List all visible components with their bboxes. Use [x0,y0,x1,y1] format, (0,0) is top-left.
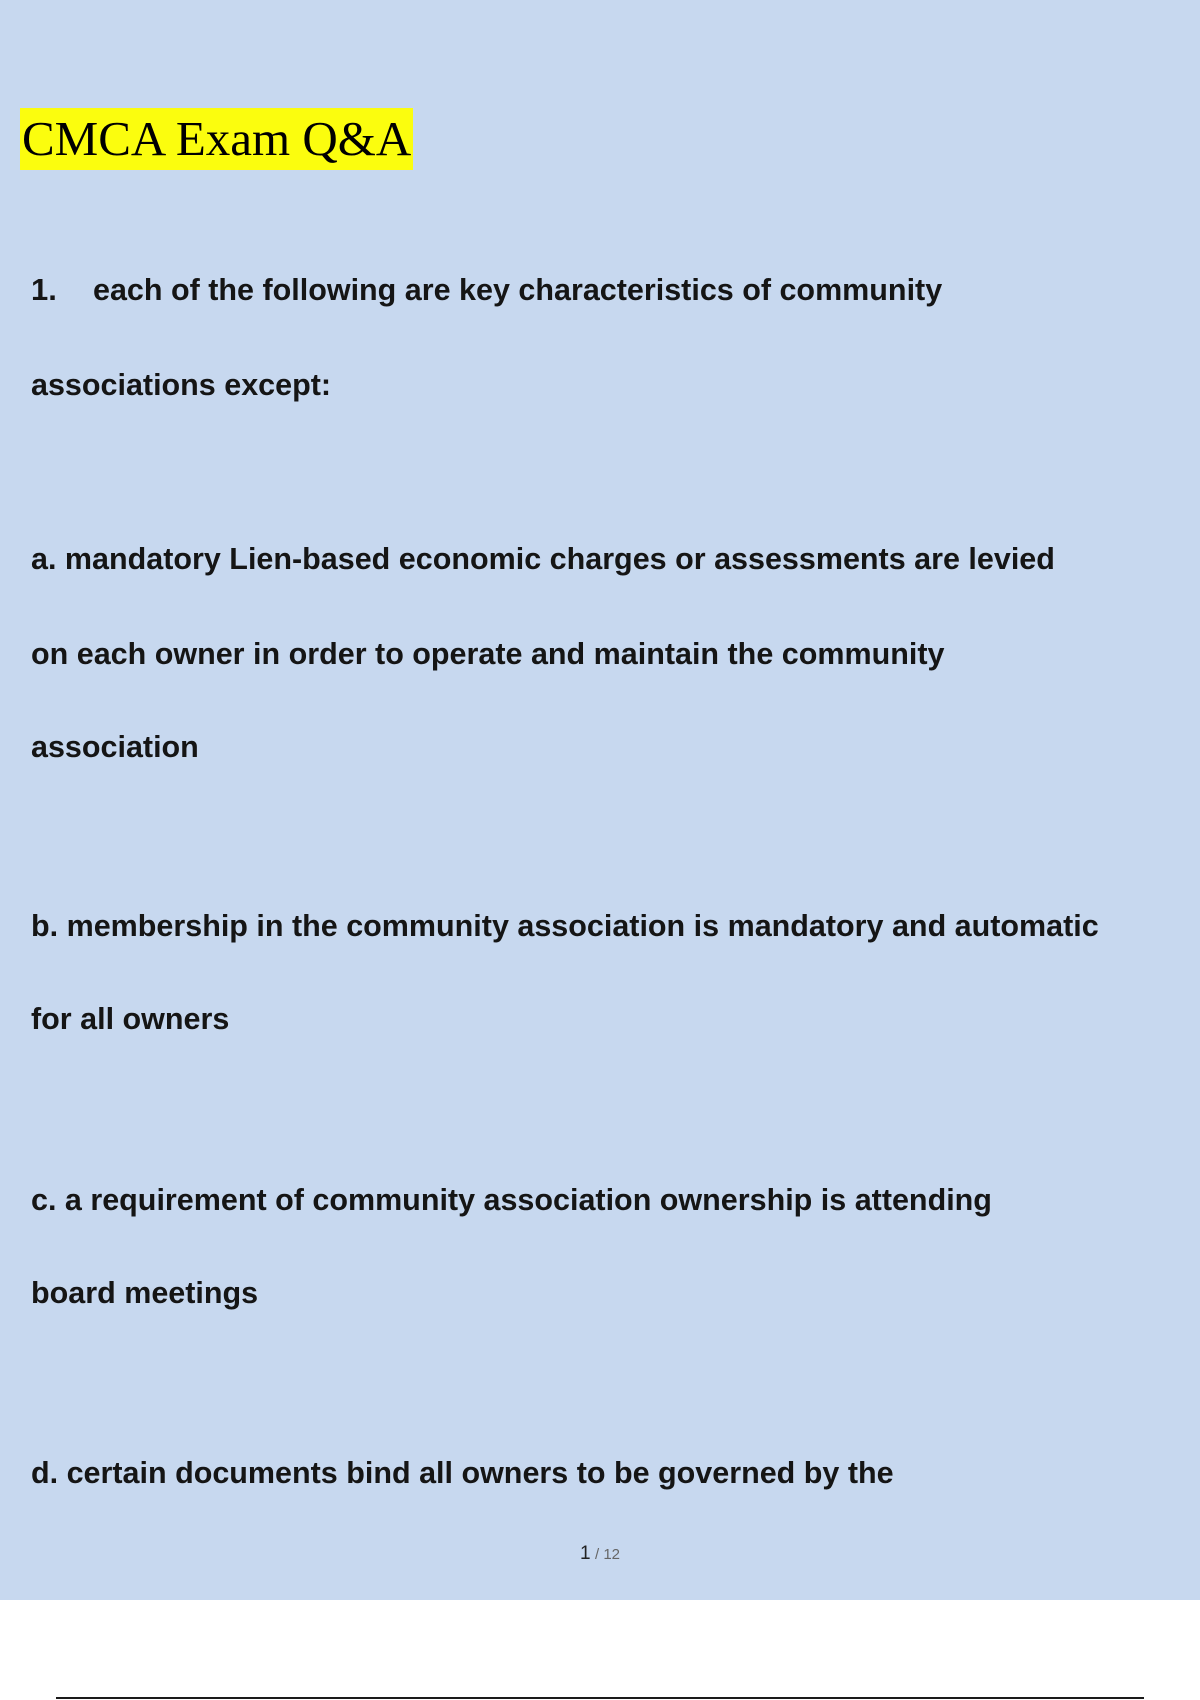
page-current: 1 [579,1543,591,1564]
next-page-rule [56,1697,1144,1699]
question-line-2: associations except: [31,368,332,402]
option-c-line-2: board meetings [31,1276,259,1310]
option-c-line-1: c. a requirement of community association ownership is attending [31,1183,992,1217]
question-line-1 [31,270,942,310]
option-b-line-1: b. membership in the community association is mandatory and automatic [31,909,1099,943]
option-a-line-1: a. mandatory Lien-based economic charges or assessments are levied [31,542,1055,576]
document-title: CMCA Exam Q&A [20,108,413,170]
page-indicator [0,1542,1200,1567]
option-b-line-2: for all owners [31,1002,230,1036]
question-text: each of the following are key characteristics of community [93,273,943,307]
option-a-line-3: association [31,730,199,764]
question-number: 1. [31,272,57,307]
option-a-line-2: on each owner in order to operate and maintain the community [31,637,945,671]
option-d-line-1: d. certain documents bind all owners to be governed by the [31,1456,894,1490]
page-total: / 12 [595,1546,621,1563]
